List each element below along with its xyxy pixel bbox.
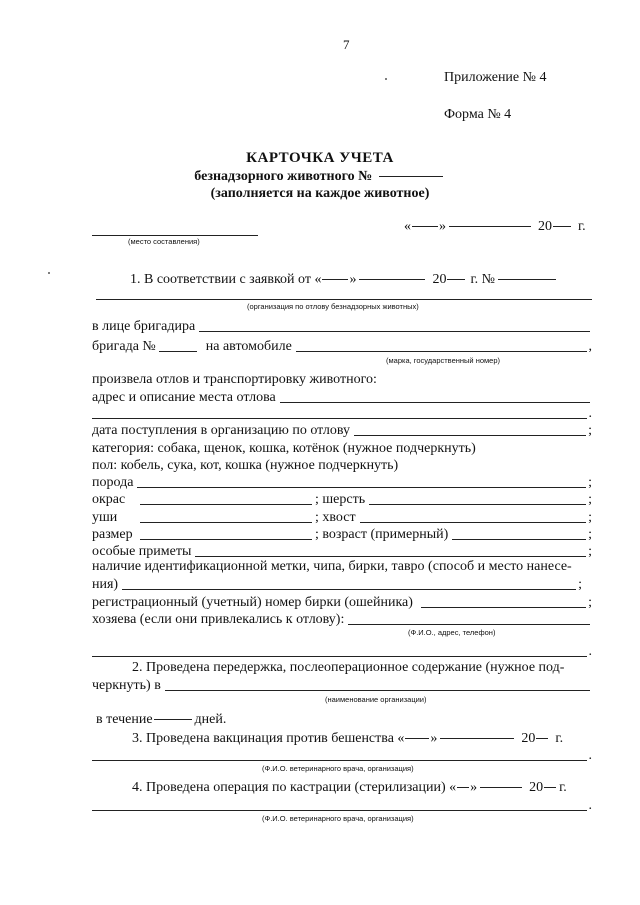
date-year-prefix: 20: [538, 219, 552, 234]
reg-number-line: [92, 594, 592, 611]
vaccination-vet-field[interactable]: [92, 759, 587, 761]
breed-semicolon: ;: [588, 475, 592, 490]
request-close-quote: »: [349, 272, 357, 287]
foreman-label: в лице бригадира: [92, 319, 196, 334]
category-text: категория: собака, щенок, кошка, котёнок (нужное подчеркнуть): [92, 441, 476, 456]
vaccination-vet-line: [92, 747, 592, 764]
date-close-quote: »: [439, 219, 446, 234]
brigade-label: бригада №: [92, 339, 156, 354]
special-line: [92, 543, 592, 560]
page-number: 7: [343, 37, 350, 52]
car-field[interactable]: [296, 350, 587, 352]
special-label: особые приметы: [92, 544, 192, 559]
car-comma: ,: [588, 339, 592, 354]
section2-line2: [92, 677, 592, 694]
section2-line2-text: черкнуть) в: [92, 678, 161, 693]
capture-text: произвела отлов и транспортировку животного:: [92, 372, 377, 387]
castration-year-prefix: 20: [529, 780, 544, 795]
organization-caption: (организация по отлову безнадзорных животных): [247, 302, 419, 311]
breed-line: [92, 474, 592, 491]
foreman-line: [92, 318, 592, 335]
days-field[interactable]: [154, 718, 192, 720]
admission-label: дата поступления в организацию по отлову: [92, 423, 351, 438]
document-note: (заполняется на каждое животное): [210, 186, 430, 201]
size-field[interactable]: [140, 538, 312, 540]
vaccination-year-suffix: г.: [555, 731, 564, 746]
owners-field[interactable]: [348, 623, 590, 625]
vaccination-line: [132, 731, 563, 747]
owners-period: .: [588, 644, 592, 659]
admission-semicolon: ;: [588, 423, 592, 438]
foreman-field[interactable]: [199, 330, 590, 332]
address-field[interactable]: [280, 401, 590, 403]
place-field[interactable]: [92, 235, 258, 236]
id-mark-semicolon: ;: [578, 577, 582, 592]
special-semicolon: ;: [588, 544, 592, 559]
scan-speck: [48, 272, 50, 274]
document-title: КАРТОЧКА УЧЕТА: [246, 150, 394, 166]
size-line: [92, 526, 592, 543]
holding-organization-field[interactable]: [165, 689, 590, 691]
sex-text: пол: кобель, сука, кот, кошка (нужное подчеркнуть): [92, 458, 399, 473]
address-label: адрес и описание места отлова: [92, 390, 276, 405]
address-period: .: [588, 406, 592, 421]
reg-number-label: регистрационный (учетный) номер бирки (ошейника): [92, 595, 413, 610]
owners-line-2: [92, 643, 592, 660]
days-label: дней.: [194, 712, 227, 727]
ears-line: [92, 509, 592, 526]
date-month-field[interactable]: [449, 225, 531, 227]
castration-year-suffix: г.: [559, 780, 567, 795]
castration-text: 4. Проведена операция по кастрации (стерилизации) «: [132, 780, 457, 795]
document-subtitle: [0, 169, 640, 185]
castration-vet-field[interactable]: [92, 809, 587, 811]
fur-label: ; шерсть: [315, 492, 366, 507]
castration-vet-caption: (Ф.И.О. ветеринарного врача, организация): [262, 814, 414, 823]
vaccination-year-prefix: 20: [521, 731, 536, 746]
color-line: [92, 491, 592, 508]
fur-field[interactable]: [369, 503, 586, 505]
ears-label: уши: [92, 510, 118, 525]
request-day-field[interactable]: [322, 278, 348, 280]
compilation-date: [404, 219, 586, 235]
owners-caption: (Ф.И.О., адрес, телефон): [408, 628, 496, 637]
section2-line1: 2. Проведена передержка, послеоперационное содержание (нужное под-: [132, 660, 565, 675]
car-caption: (марка, государственный номер): [386, 356, 501, 365]
car-label: на автомобиле: [205, 339, 292, 354]
color-field[interactable]: [140, 503, 312, 505]
appendix-label: Приложение № 4: [444, 70, 547, 85]
tail-field[interactable]: [360, 521, 587, 523]
id-mark-continued: ния): [92, 577, 119, 592]
castration-day-field[interactable]: [457, 786, 469, 788]
tail-label: ; хвост: [315, 510, 356, 525]
castration-month-field[interactable]: [480, 786, 522, 788]
castration-close-quote: »: [470, 780, 478, 795]
admission-field[interactable]: [354, 434, 586, 436]
owners-field-2[interactable]: [92, 655, 587, 657]
reg-number-field[interactable]: [421, 606, 586, 608]
during-label: в течение: [96, 712, 153, 727]
age-label: ; возраст (примерный): [315, 527, 449, 542]
request-year-prefix: 20: [432, 272, 447, 287]
vaccination-year-field[interactable]: [536, 737, 548, 739]
subtitle-text: безнадзорного животного №: [194, 169, 373, 184]
castration-vet-line: [92, 797, 592, 814]
request-number-label: г. №: [470, 272, 495, 287]
vaccination-text: 3. Проведена вакцинация против бешенства «: [132, 731, 405, 746]
color-label: окрас: [92, 492, 126, 507]
breed-label: порода: [92, 475, 134, 490]
age-semicolon: ;: [588, 527, 592, 542]
request-line: [130, 272, 559, 288]
date-day-field[interactable]: [412, 225, 438, 227]
request-number-field[interactable]: [498, 278, 556, 280]
vaccination-vet-caption: (Ф.И.О. ветеринарного врача, организация): [262, 764, 414, 773]
vaccination-month-field[interactable]: [440, 737, 514, 739]
id-mark-text: наличие идентификационной метки, чипа, бирки, тавро (способ и место нанесе-: [92, 559, 572, 574]
breed-field[interactable]: [137, 486, 586, 488]
animal-number-field[interactable]: [379, 175, 443, 177]
fur-semicolon: ;: [588, 492, 592, 507]
castration-line: [132, 780, 567, 796]
place-caption: (место составления): [128, 237, 200, 246]
brigade-line: [92, 338, 592, 355]
address-line: [92, 389, 592, 406]
id-mark-field[interactable]: [122, 588, 576, 590]
date-year-field[interactable]: [553, 225, 571, 227]
ears-field[interactable]: [140, 521, 312, 523]
age-field[interactable]: [452, 538, 586, 540]
request-year-field[interactable]: [447, 278, 465, 280]
organization-field[interactable]: [96, 299, 592, 300]
castration-period: .: [588, 798, 592, 813]
request-month-field[interactable]: [359, 278, 425, 280]
size-label: размер: [92, 527, 133, 542]
owners-line: [92, 611, 592, 628]
form-label: Форма № 4: [444, 107, 512, 122]
special-field[interactable]: [195, 555, 586, 557]
tail-semicolon: ;: [588, 510, 592, 525]
vaccination-period: .: [588, 748, 592, 763]
vaccination-close-quote: »: [430, 731, 438, 746]
date-open-quote: «: [404, 219, 411, 234]
admission-line: [92, 422, 592, 439]
owners-label: хозяева (если они привлекались к отлову):: [92, 612, 345, 627]
vaccination-day-field[interactable]: [405, 737, 429, 739]
holding-organization-caption: (наименование организации): [325, 695, 427, 704]
request-text: 1. В соответствии с заявкой от «: [130, 272, 322, 287]
date-year-suffix: г.: [578, 219, 586, 234]
holding-duration: [96, 712, 226, 728]
address-field-2[interactable]: [92, 417, 587, 419]
brigade-number-field[interactable]: [159, 350, 197, 352]
address-line-2: [92, 405, 592, 422]
scan-speck: [385, 78, 387, 80]
reg-number-semicolon: ;: [588, 595, 592, 610]
id-mark-line: [92, 576, 582, 593]
castration-year-field[interactable]: [544, 786, 556, 788]
